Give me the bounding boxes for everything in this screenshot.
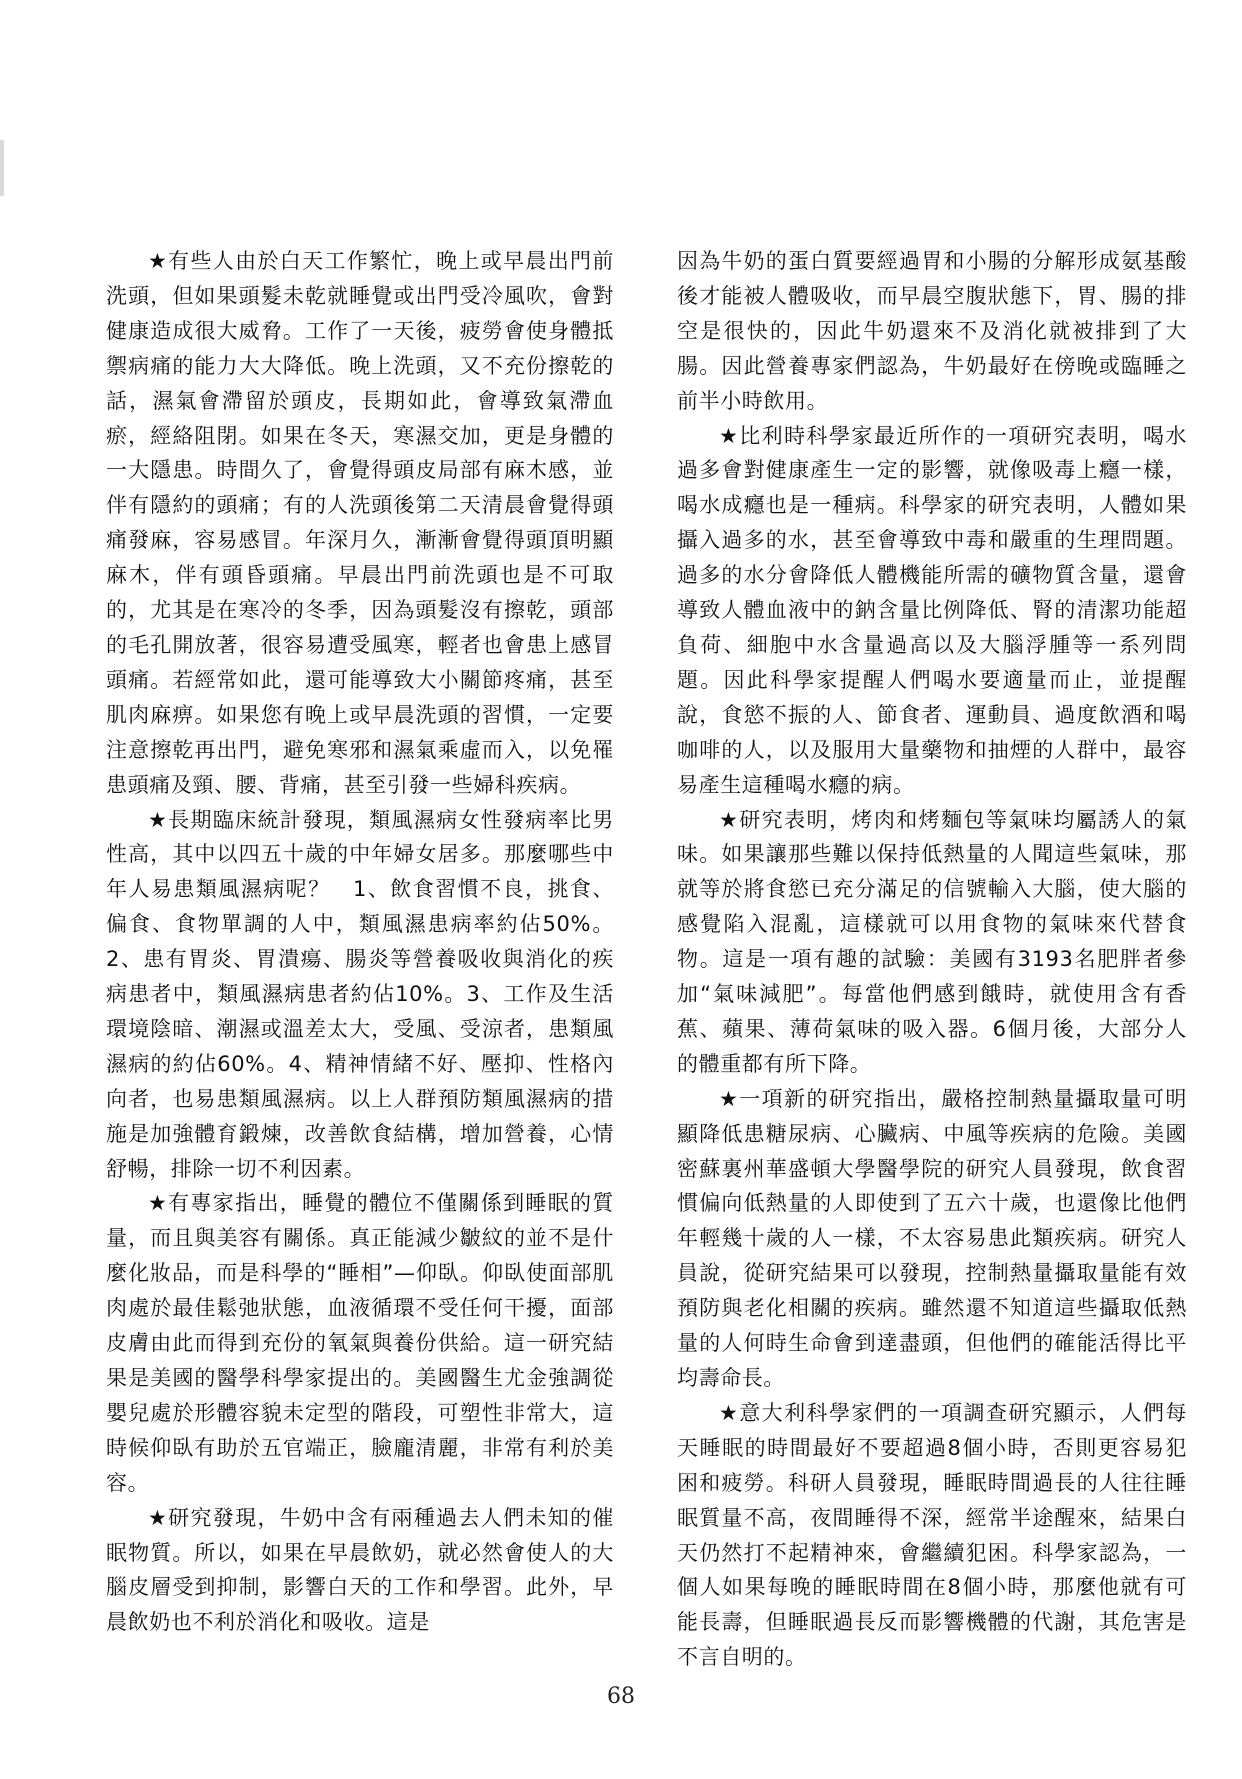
page-number: 68	[607, 1684, 635, 1709]
paragraph-hair-washing: ★有些人由於白天工作繁忙，晚上或早晨出門前洗頭，但如果頭髮未乾就睡覺或出門受冷風吹，會對健康造成很大威脅。工作了一天後，疲勞會使身體抵禦病痛的能力大大降低。晚上洗頭，又不充份擦乾的話，濕氣會滯留於頭皮，長期如此，會導致氣滯血瘀，經絡阻閉。如果在冬天，寒濕交加，更是身體的一大隱患。時間久了，會覺得頭皮局部有麻木感，並伴有隱約的頭痛；有的人洗頭後第二天清晨會覺得頭痛發麻，容易感冒。年深月久，漸漸會覺得頭頂明顯麻木，伴有頭昏頭痛。早晨出門前洗頭也是不可取的，尤其是在寒冷的冬季，因為頭髮沒有擦乾，頭部的毛孔開放著，很容易遭受風寒，輕者也會患上感冒頭痛。若經常如此，還可能導致大小關節疼痛，甚至肌肉麻痹。如果您有晚上或早晨洗頭的習慣，一定要注意擦乾再出門，避免寒邪和濕氣乘虛而入，以免罹患頭痛及頸、腰、背痛，甚至引發一些婦科疾病。	[106, 249, 614, 797]
paragraph-milk-morning: ★研究發現，牛奶中含有兩種過去人們未知的催眠物質。所以，如果在早晨飲奶，就必然會使人的大腦皮層受到抑制，影響白天的工作和學習。此外，早晨飲奶也不利於消化和吸收。這是	[106, 1505, 614, 1635]
paragraph-calorie-restriction: ★一項新的研究指出，嚴格控制熱量攝取量可明顯降低患糖尿病、心臟病、中風等疾病的危險。美國密蘇裏州華盛頓大學醫學院的研究人員發現，飲食習慣偏向低熱量的人即使到了五六十歲，也還像比他們年輕幾十歲的人一樣，不太容易患此類疾病。研究人員說，從研究結果可以發現，控制熱量攝取量能有效預防與老化相關的疾病。雖然還不知道這些攝取低熱量的人何時生命會到達盡頭，但他們的確能活得比平均壽命長。	[677, 1086, 1187, 1390]
right-column	[677, 244, 1187, 1675]
paragraph-sleep-posture: ★有專家指出，睡覺的體位不僅關係到睡眠的質量，而且與美容有關係。真正能減少皺紋的並不是什麼化妝品，而是科學的“睡相”—仰臥。仰臥使面部肌肉處於最佳鬆弛狀態，血液循環不受任何干擾，面部皮膚由此而得到充份的氧氣與養份供給。這一研究結果是美國的醫學科學家提出的。美國醫生尤金強調從嬰兒處於形體容貌未定型的階段，可塑性非常大，這時候仰臥有助於五官端正，臉龐清麗，非常有利於美容。	[106, 1191, 614, 1495]
paragraph-water-addiction: ★比利時科學家最近所作的一項研究表明，喝水過多會對健康產生一定的影響，就像吸毒上癮一樣，喝水成癮也是一種病。科學家的研究表明，人體如果攝入過多的水，甚至會導致中毒和嚴重的生理問題。過多的水分會降低人體機能所需的礦物質含量，還會導致人體血液中的鈉含量比例降低、腎的清潔功能超負荷、細胞中水含量過高以及大腦浮腫等一系列問題。因此科學家提醒人們喝水要適量而止，並提醒說，食慾不振的人、節食者、運動員、過度飲酒和喝咖啡的人，以及服用大量藥物和抽煙的人群中，最容易產生這種喝水癮的病。	[677, 423, 1187, 797]
paragraph-milk-continued: 因為牛奶的蛋白質要經過胃和小腸的分解形成氨基酸後才能被人體吸收，而早晨空腹狀態下，胃、腸的排空是很快的，因此牛奶還來不及消化就被排到了大腸。因此營養專家們認為，牛奶最好在傍晚或臨睡之前半小時飲用。	[677, 249, 1187, 413]
scan-edge-mark	[0, 140, 4, 196]
paragraph-smell-diet: ★研究表明，烤肉和烤麵包等氣味均屬誘人的氣味。如果讓那些難以保持低熱量的人聞這些氣味，那就等於將食慾已充分滿足的信號輸入大腦，使大腦的感覺陷入混亂，這樣就可以用食物的氣味來代替食物。這是一項有趣的試驗：美國有3193名肥胖者參加“氣味減肥”。每當他們感到餓時，就使用含有香蕉、蘋果、薄荷氣味的吸入器。6個月後，大部分人的體重都有所下降。	[677, 807, 1187, 1076]
paragraph-sleep-duration: ★意大利科學家們的一項調查研究顯示，人們每天睡眠的時間最好不要超過8個小時，否則更容易犯困和疲勞。科研人員發現，睡眠時間過長的人往往睡眠質量不高，夜間睡得不深，經常半途醒來，結果白天仍然打不起精神來，會繼續犯困。科學家認為，一個人如果每晚的睡眠時間在8個小時，那麼他就有可能長壽，但睡眠過長反而影響機體的代謝，其危害是不言自明的。	[677, 1400, 1187, 1670]
left-column	[106, 244, 614, 1640]
paragraph-rheumatoid-arthritis: ★長期臨床統計發現，類風濕病女性發病率比男性高，其中以四五十歲的中年婦女居多。那麼哪些中年人易患類風濕病呢？ 1、飲食習慣不良，挑食、偏食、食物單調的人中，類風濕患病率約佔50%。2、患有胃炎、胃潰瘍、腸炎等營養吸收與消化的疾病患者中，類風濕病患者約佔10%。3、工作及生活環境陰暗、潮濕或溫差太大，受風、受涼者，患類風濕病的約佔60%。4、精神情緒不好、壓抑、性格內向者，也易患類風濕病。以上人群預防類風濕病的措施是加強體育鍛煉，改善飲食結構，增加營養，心情舒暢，排除一切不利因素。	[106, 807, 614, 1181]
